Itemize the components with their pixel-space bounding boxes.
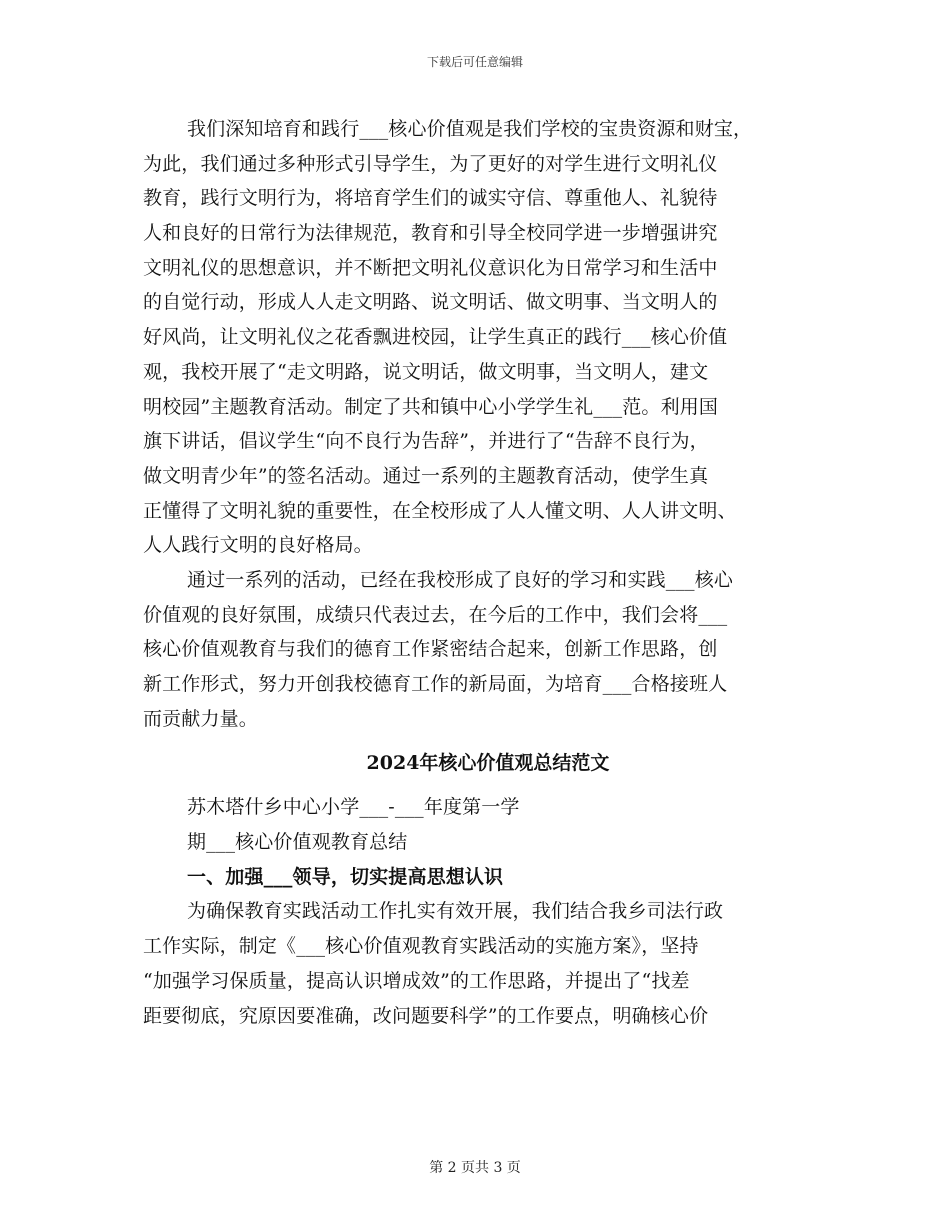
paragraph-line: 的自觉行动，形成人人走文明路、说文明话、做文明事、当文明人的: [143, 291, 718, 314]
paragraph-line: 新工作形式，努力开创我校德育工作的新局面，为培育___合格接班人: [143, 673, 728, 695]
paragraph-line: 人人践行文明的良好格局。: [143, 534, 373, 557]
paragraph-line: 做文明青少年”的签名活动。通过一系列的主题教育活动，使学生真: [143, 464, 709, 487]
paragraph-line: 旗下讲话，倡议学生“向不良行为告辞”，并进行了“告辞不良行为，: [143, 430, 709, 453]
paragraph-line: 价值观的良好氛围，成绩只代表过去，在今后的工作中，我们会将___: [143, 603, 728, 626]
paragraph-line: 为此，我们通过多种形式引导学生，为了更好的对学生进行文明礼仪: [143, 152, 718, 175]
paragraph-line: 观，我校开展了“走文明路，说文明话，做文明事，当文明人，建文: [143, 360, 709, 383]
paragraph-line: “加强学习保质量，提高认识增成效”的工作思路，并提出了“找差: [143, 969, 690, 992]
paragraph-line: 为确保教育实践活动工作扎实有效开展，我们结合我乡司法行政: [187, 900, 724, 923]
section-heading: 一、加强___领导，切实提高思想认识: [187, 865, 504, 888]
paragraph-line: 人和良好的日常行为法律规范，教育和引导全校同学进一步增强讲究: [143, 222, 718, 245]
paragraph-line: 明校园”主题教育活动。制定了共和镇中心小学学生礼___范。利用国: [143, 395, 719, 418]
section-title: 2024年核心价值观总结范文: [366, 752, 610, 775]
paragraph-line: 教育，践行文明行为，将培育学生们的诚实守信、尊重他人、礼貌待: [143, 187, 718, 210]
paragraph-line: 工作实际，制定《___核心价值观教育实践活动的实施方案》，坚持: [143, 935, 699, 958]
document-body: [143, 112, 813, 1033]
page-footer: 第 2 页共 3 页: [429, 1160, 521, 1176]
paragraph-line: 正懂得了文明礼貌的重要性，在全校形成了人人懂文明、人人讲文明、: [143, 499, 737, 522]
paragraph-line: 核心价值观教育与我们的德育工作紧密结合起来，创新工作思路，创: [143, 638, 718, 661]
subtitle-line: 苏木塔什乡中心小学___-___年度第一学: [187, 796, 520, 819]
paragraph-line: 文明礼仪的思想意识，并不断把文明礼仪意识化为日常学习和生活中: [143, 256, 718, 279]
paragraph-line: 距要彻底，究原因要准确，改问题要科学”的工作要点，明确核心价: [143, 1004, 709, 1027]
page-header: 下载后可任意编辑: [426, 55, 523, 69]
paragraph-line: 好风尚，让文明礼仪之花香飘进校园，让学生真正的践行___核心价值: [143, 326, 728, 349]
paragraph-line: 而贡献力量。: [143, 707, 258, 730]
paragraph-line: 通过一系列的活动，已经在我校形成了良好的学习和实践___核心: [187, 568, 734, 591]
subtitle-line: 期___核心价值观教育总结: [187, 831, 408, 854]
paragraph-line: 我们深知培育和践行___核心价值观是我们学校的宝贵资源和财宝，: [187, 118, 753, 140]
